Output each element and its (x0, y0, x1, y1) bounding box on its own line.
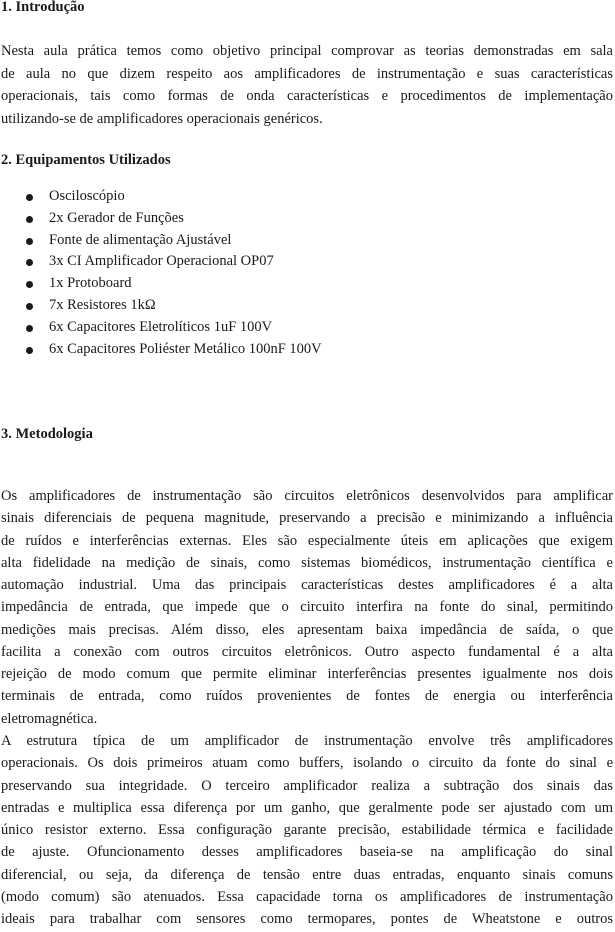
equipment-label: 1x Protoboard (49, 275, 132, 292)
section-title-metodologia: 3. Metodologia (1, 426, 93, 442)
intro-line: Nesta aula prática temos como objetivo principal comprovar as teorias demonstradas em sala (1, 43, 613, 59)
bullet-icon (26, 347, 33, 354)
intro-line: de aula no que dizem respeito aos amplificadores de instrumentação e suas características (1, 65, 613, 82)
paragraph-line: impedância de entrada, que impede que o circuito interfira na fonte do sinal, permitindo (1, 599, 613, 616)
intro-paragraph (1, 40, 613, 130)
list-item (0, 186, 322, 208)
paragraph-line: eletromagnética. (1, 710, 98, 727)
equipment-list (0, 186, 322, 360)
section-title-equipamentos: 2. Equipamentos Utilizados (1, 152, 171, 168)
paragraph-line: sinais diferenciais de pequena magnitude, preservando a precisão e minimizando a influência (1, 510, 613, 527)
bullet-icon (26, 281, 33, 288)
paragraph-line: operacionais. Os dois primeiros atuam como buffers, isolando o circuito da fonte do sinal e (1, 755, 613, 772)
paragraph-line: alta fidelidade na medição de sinais, como sistemas biomédicos, instrumentação científica e (1, 554, 613, 571)
section-title-introducao: 1. Introdução (1, 0, 85, 15)
list-item (0, 295, 322, 317)
equipment-label: 2x Gerador de Funções (49, 209, 184, 226)
paragraph-line: medições mais precisas. Além disso, eles apresentam baixa impedância de saída, o que (1, 621, 613, 638)
bullet-icon (26, 325, 33, 332)
equipment-label: 3x CI Amplificador Operacional OP07 (49, 253, 274, 270)
paragraph-line: diferencial, ou seja, da diferença de tensão entre duas entradas, enquanto sinais comuns (1, 866, 613, 883)
bullet-icon (26, 194, 33, 201)
paragraph-line: rejeição de modo comum que permite eliminar interferências presentes igualmente nos dois (1, 666, 613, 682)
paragraph-line: Os amplificadores de instrumentação são circuitos eletrônicos desenvolvidos para amplificar (1, 488, 613, 504)
bullet-icon (26, 216, 33, 223)
paragraph-line: preservando sua integridade. O terceiro amplificador realiza a subtração dos sinais das (1, 777, 613, 794)
bullet-icon (26, 238, 33, 245)
paragraph-line: (modo comum) são atenuados. Essa capacidade torna os amplificadores de instrumentação (1, 888, 613, 905)
list-item (0, 317, 322, 339)
list-item (0, 273, 322, 295)
metodologia-paragraph-2 (1, 730, 613, 930)
equipment-label: 7x Resistores 1kΩ (49, 296, 156, 313)
equipment-label: 6x Capacitores Poliéster Metálico 100nF 100V (49, 340, 322, 357)
paragraph-line: ideais para trabalhar com sensores como termopares, pontes de Wheatstone e outros (1, 911, 613, 927)
intro-line: utilizando-se de amplificadores operacionais genéricos. (1, 110, 323, 127)
paragraph-line: facilita a conexão com outros circuitos eletrônicos. Outro aspecto fundamental é a alta (1, 643, 613, 660)
paragraph-line: único resistor externo. Essa configuração garante precisão, estabilidade térmica e facilidade (1, 822, 613, 838)
list-item (0, 339, 322, 361)
metodologia-paragraph-1 (1, 485, 613, 730)
equipment-label: Fonte de alimentação Ajustável (49, 231, 232, 248)
list-item (0, 208, 322, 230)
list-item (0, 230, 322, 252)
paragraph-line: entradas e multiplica essa diferença por um ganho, que geralmente pode ser ajustado com um (1, 799, 613, 816)
paragraph-line: de ajuste. Ofuncionamento desses amplificadores baseia-se na amplificação do sinal (1, 844, 613, 861)
paragraph-line: terminais de entrada, como ruídos provenientes de fontes de energia ou interferência (1, 688, 613, 705)
list-item (0, 251, 322, 273)
paragraph-line: A estrutura típica de um amplificador de instrumentação envolve três amplificadores (1, 733, 613, 749)
paragraph-line: de ruídos e interferências externas. Eles são especialmente úteis em aplicações que exigem (1, 532, 613, 549)
bullet-icon (26, 303, 33, 310)
equipment-label: 6x Capacitores Eletrolíticos 1uF 100V (49, 318, 273, 335)
equipment-label: Osciloscópio (49, 188, 125, 204)
bullet-icon (26, 259, 33, 266)
intro-line: operacionais, tais como formas de onda características e procedimentos de implementação (1, 88, 613, 104)
paragraph-line: automação industrial. Uma das principais características destes amplificadores é a alta (1, 577, 613, 593)
